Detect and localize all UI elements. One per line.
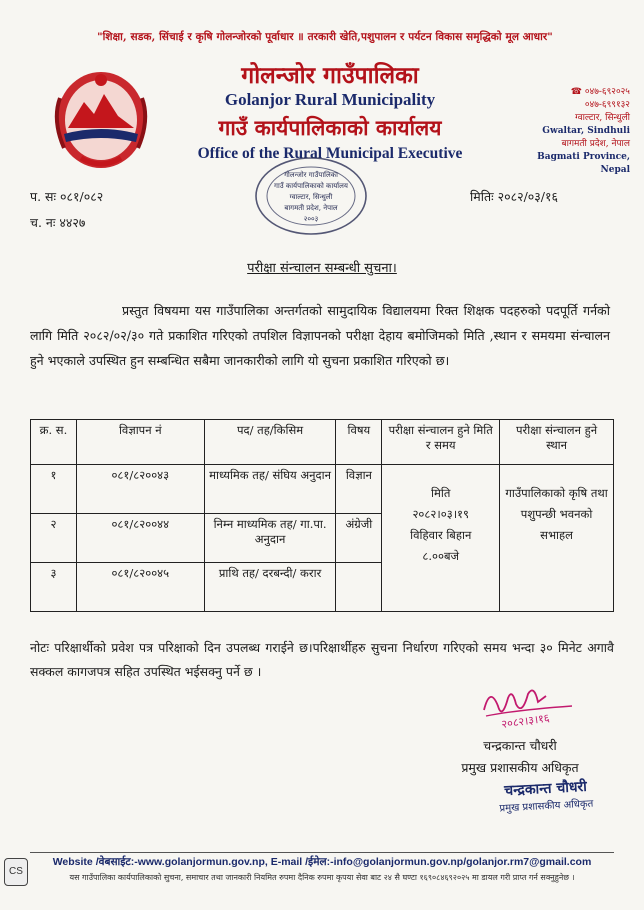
signer-stamp xyxy=(485,777,607,819)
cell-post: प्राथि तह/ दरबन्दी/ करार xyxy=(204,563,336,612)
header-sn: क्र. स. xyxy=(31,420,77,465)
cell-subject: विज्ञान xyxy=(336,465,382,514)
slogan: "शिक्षा, सडक, सिंचाई र कृषि गोलन्जोरको पूर्वाधार ॥ तरकारी खेति,पशुपालन र पर्यटन विकास समृद्धिको मूल आधार" xyxy=(97,31,553,43)
province-nepali: बागमती प्रदेश, नेपाल xyxy=(561,139,630,149)
header-ad-no: विज्ञापन नं xyxy=(76,420,204,465)
cell-post: माध्यमिक तह/ संघिय अनुदान xyxy=(204,465,336,514)
cell-subject: अंग्रेजी xyxy=(336,514,382,563)
footer-notice: यस गाउँपालिका कार्यपालिकाको सुचना, समाचार तथा जानकारी नियमित रुपमा दैनिक रुपमा कृपया सेवा बाट २४ सै घण्टा १६९०८४६९२०२५ मा डायल गरी प्राप्त गर्न सक्नुहुनेछ । xyxy=(69,873,575,882)
signature-icon xyxy=(476,680,586,732)
header-venue: परीक्षा संन्चालन हुने स्थान xyxy=(500,420,614,465)
signer-designation: प्रमुख प्रशासकीय अधिकृत xyxy=(461,760,579,775)
letter-ref-number: प. सः ०८१/०८२ xyxy=(30,189,104,204)
footer-divider xyxy=(30,852,614,853)
header-exam-time: परीक्षा संन्चालन हुने मिति र समय xyxy=(382,420,500,465)
address-nepali: ग्वाल्टार, सिन्धुली xyxy=(575,113,630,123)
letter-date: मितिः २०८२/०३/१६ xyxy=(470,189,558,204)
cell-ad-no: ०८१/८२००४४ xyxy=(76,514,204,563)
stamp-line-1: गोलन्जोर गाउँपालिका xyxy=(284,171,338,179)
footer-contact: Website /वेबसाईट:-www.golanjormun.gov.np, E-mail /ईमेल:-info@golanjormun.gov.np/golanjor.rm7@gmail.com xyxy=(52,856,592,868)
nepal-emblem-icon xyxy=(46,58,156,178)
cell-ad-no: ०८१/८२००४३ xyxy=(76,465,204,514)
letter-subject: परीक्षा संन्चालन सम्बन्धी सुचना। xyxy=(247,261,397,276)
cell-sn: १ xyxy=(31,465,77,514)
signer-name: चन्द्रकान्त चौधरी xyxy=(483,738,557,753)
stamp-line-2: गाउँ कार्यपालिकाको कार्यालय xyxy=(274,182,348,190)
dispatch-number: च. नः ४४२७ xyxy=(30,215,86,230)
office-stamp xyxy=(252,155,370,237)
cell-sn: ३ xyxy=(31,563,77,612)
stamp-line-4: बागमती प्रदेश, नेपाल xyxy=(284,204,338,212)
municipality-name-english: Golanjor Rural Municipality xyxy=(224,90,436,109)
stamp-seal-icon xyxy=(252,155,370,237)
letter-body: प्रस्तुत विषयमा यस गाउँपालिका अन्तर्गतको सामुदायिक विद्यालयमा रिक्त शिक्षक पदहरुको पदपूर्ति गर्नको लागि मिति २०८२/०२/३० गते प्रकाशित गरिएको तपशिल विज्ञापनको परीक्षा देहाय बमोजिमको मिति ,स्थान र समयमा संन्चालन हुने भएकाले उपस्थित हुन सम्बन्धित सबैमा जानकारीको लागि यो सुचना प्रकाशित गरिएको छ। xyxy=(30,303,610,368)
stamp-line-3: ग्वाल्टार, सिन्धुली xyxy=(289,193,333,201)
header-post: पद/ तह/किसिम xyxy=(204,420,336,465)
cell-subject xyxy=(336,563,382,612)
header-subject: विषय xyxy=(336,420,382,465)
cell-venue: गाउँपालिकाको कृषि तथा पशुपन्छी भवनको सभाहल xyxy=(500,465,614,612)
exam-clock: ८.००बजे xyxy=(422,549,460,563)
signer-stamp-title: प्रमुख प्रशासकीय अधिकृत xyxy=(499,798,594,815)
phone-icon: ☎ xyxy=(570,87,582,97)
province-english: Bagmati Province, Nepal xyxy=(537,152,630,175)
office-name-english: Office of the Rural Municipal Executive xyxy=(197,145,463,162)
phone-1: ०४७-६९२०२५ xyxy=(584,87,630,97)
cell-exam-time xyxy=(382,465,500,612)
stamp-line-5: २००३ xyxy=(303,215,319,223)
signer-block xyxy=(440,735,600,779)
note-text: नोटः परिक्षार्थीको प्रवेश पत्र परिक्षाको दिन उपलब्ध गराईने छ।परिक्षार्थीहरु सुचना निर्धारण गरिएको समय भन्दा ३० मिनेट अगावै सक्कल कागजपत्र सहित उपस्थित भईसक्नु पर्ने छ । xyxy=(30,640,614,679)
exam-time-label: मिति xyxy=(431,486,451,500)
table-row xyxy=(31,465,614,514)
address-english: Gwaltar, Sindhuli xyxy=(542,126,630,136)
contact-block xyxy=(518,86,630,177)
camscanner-logo-icon: CS xyxy=(4,858,28,886)
exam-day-time: विहिवार बिहान xyxy=(410,528,472,542)
signer-stamp-name: चन्द्रकान्त चौधरी xyxy=(503,778,588,800)
signature-date: २०८२।३।१६ xyxy=(500,711,551,731)
phone-2: ०४७-६९९१३२ xyxy=(584,100,630,110)
office-name-nepali: गाउँ कार्यपालिकाको कार्यालय xyxy=(218,115,442,140)
cell-sn: २ xyxy=(31,514,77,563)
cell-ad-no: ०८१/८२००४५ xyxy=(76,563,204,612)
municipality-name-nepali: गोलन्जोर गाउँपालिका xyxy=(241,62,419,89)
cell-post: निम्न माध्यमिक तह/ गा.पा. अनुदान xyxy=(204,514,336,563)
handwritten-signature xyxy=(476,680,586,732)
table-header-row xyxy=(31,420,614,465)
exam-date: २०८२।०३।१९ xyxy=(412,507,470,521)
exam-schedule-table xyxy=(30,419,614,612)
